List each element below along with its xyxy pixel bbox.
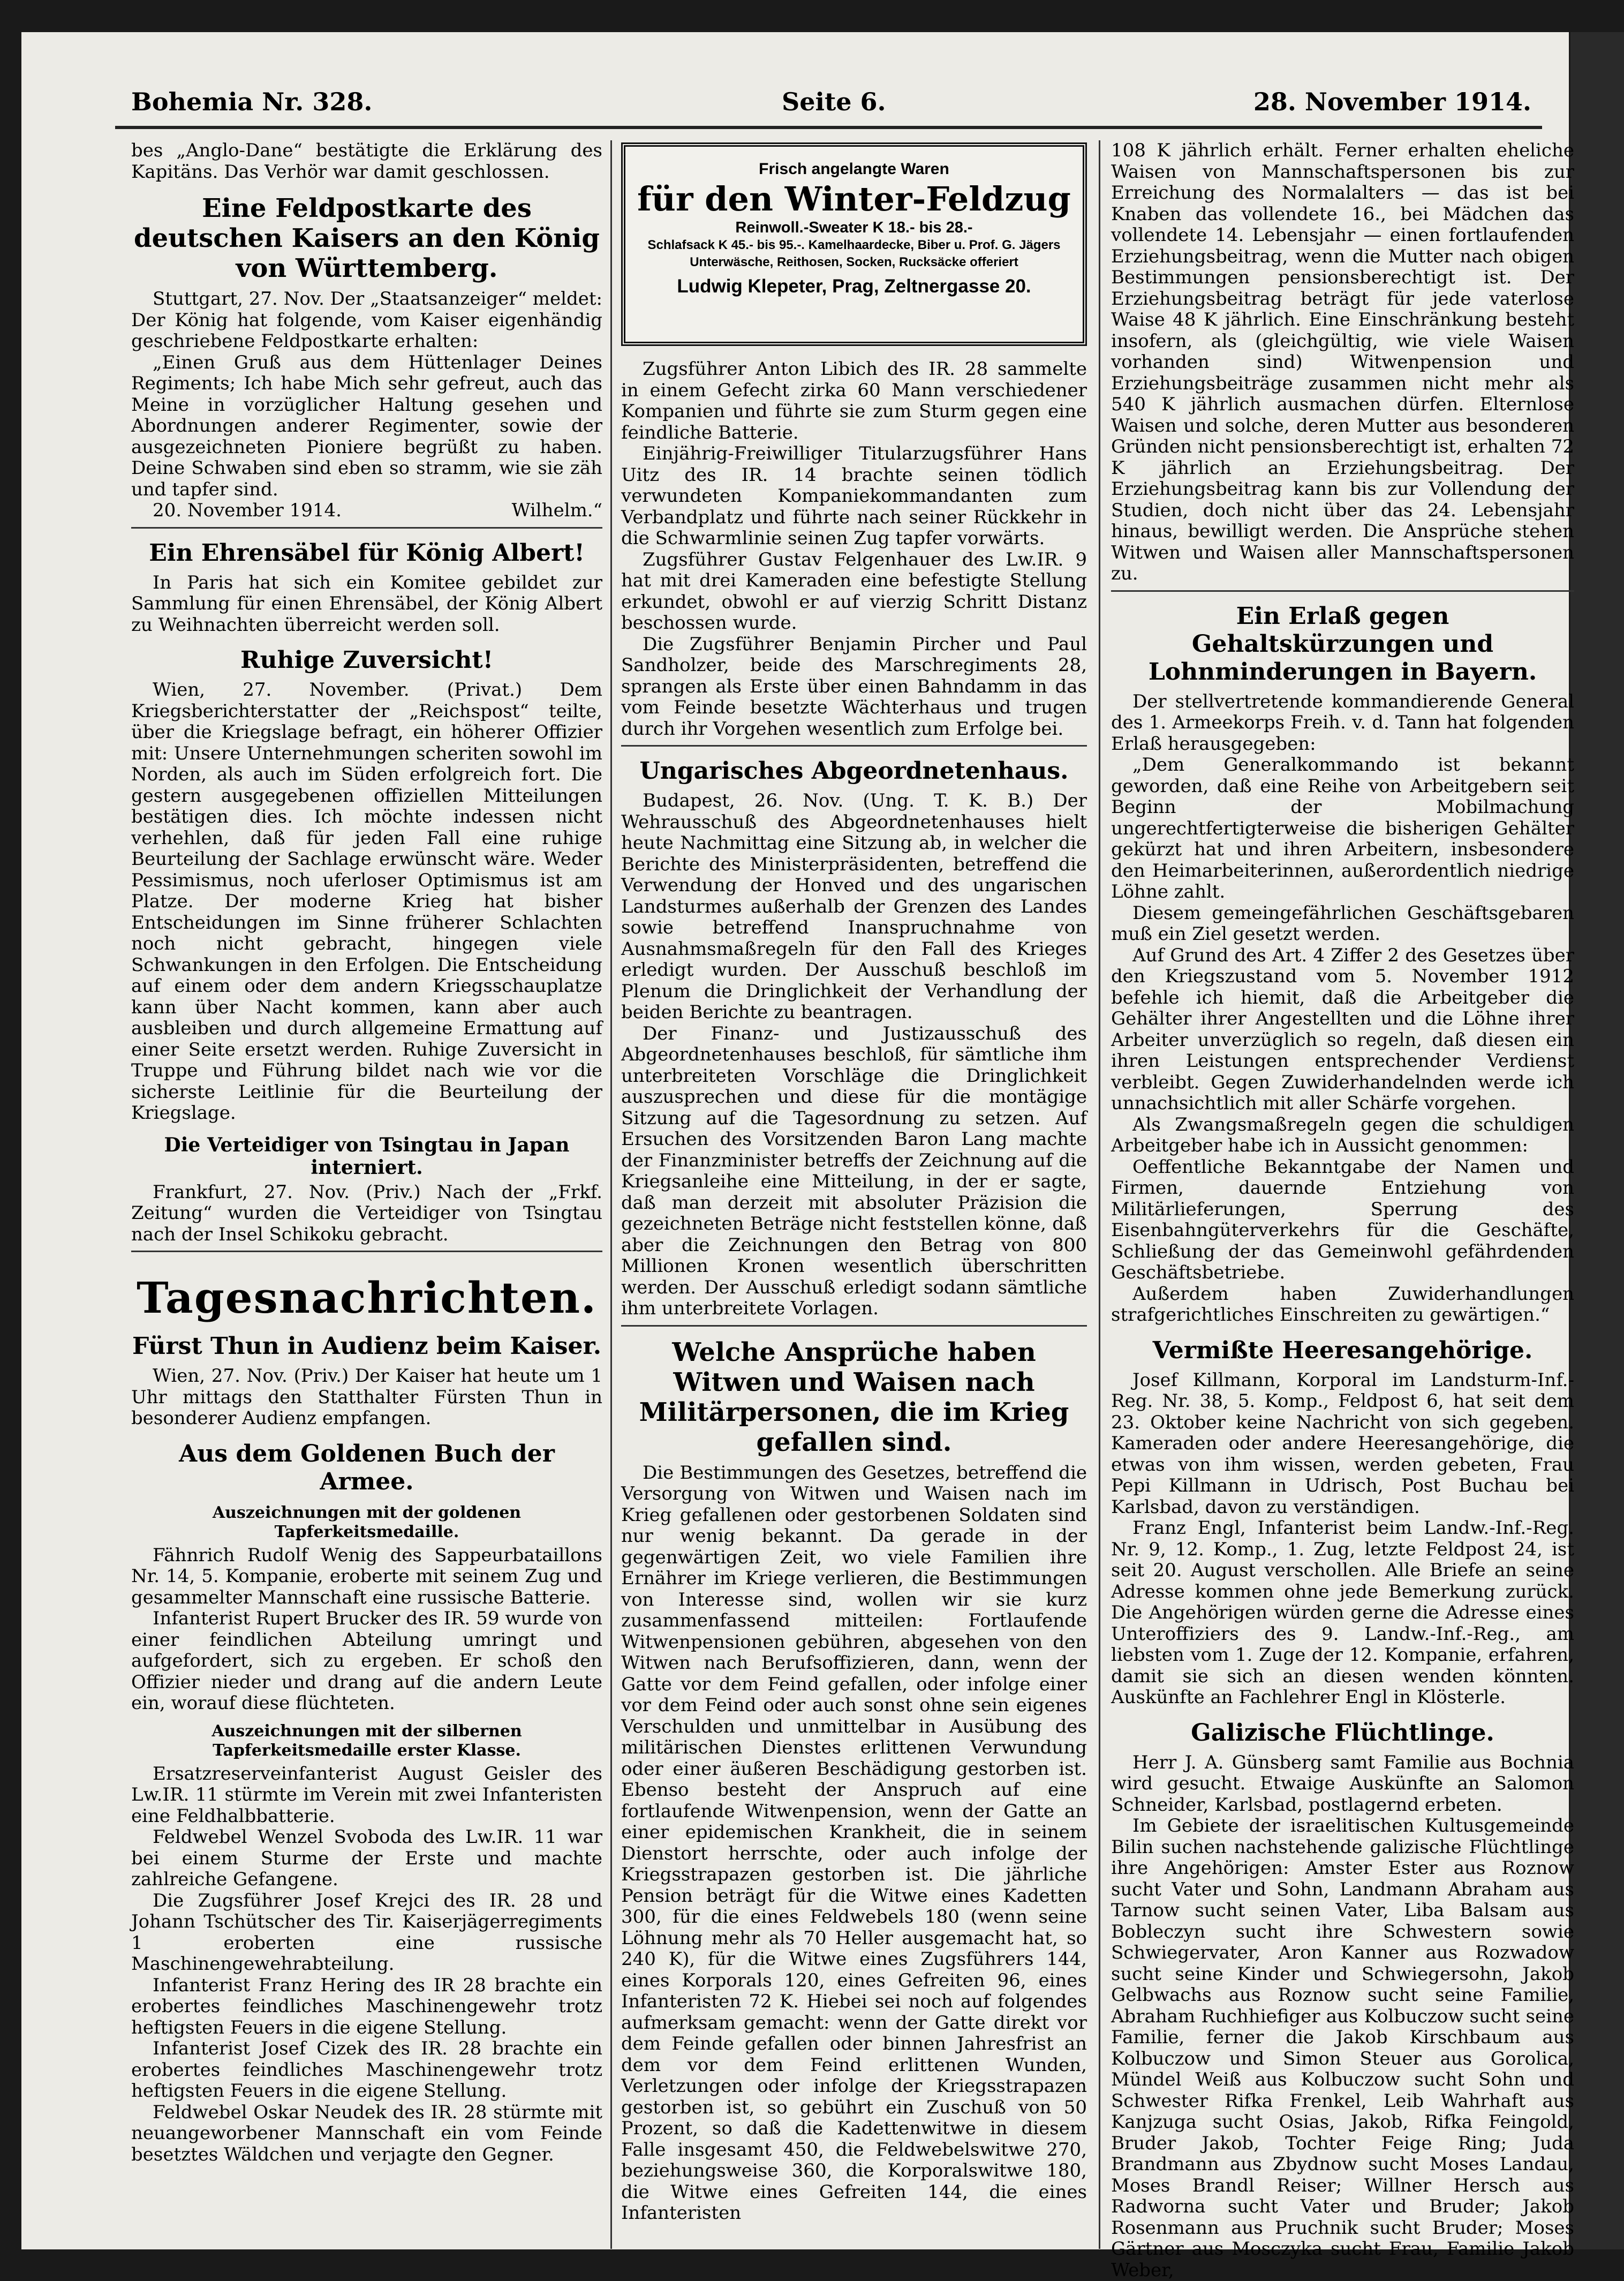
column-rule <box>610 140 612 2249</box>
article-text: Frankfurt, 27. Nov. (Priv.) Nach der „Frkf. Zeitung“ wurden die Verteidiger von Tsingtau nach der Insel Schikoku gebracht. <box>131 1181 602 1245</box>
article-text: Die Bestimmungen des Gesetzes, betreffend die Versorgung von Witwen und Waisen nach im Krieg gefallenen oder gestorbenen Soldaten sind nur wenig bekannt. Da gerade in der gegenwärtigen Zeit, wo viele Familien ihre Ernährer im Kriege verlieren, die Bestimmungen von Interesse sind, wollen wir sie kurz zusammenfassend mitteilen: Fortlaufende Witwenpensionen gebühren, abgesehen von den Witwen nach Berufsoffizieren, dann, wenn der Gatte vor dem Feind gefallen, oder infolge einer vor dem Feind oder auch sonst ohne sein eigenes Verschulden und unmittelbar in Ausübung des militärischen Dienstes erlittenen Verwundung oder einer äußeren Beschädigung gestorben ist. Ebenso besteht der Anspruch auf eine fortlaufende Witwenpension, wenn der Gatte an einer epidemischen Krankheit, die in seinem Dienstort herrschte, oder auch infolge der Kriegsstrapazen gestorben ist. Die jährliche Pension beträgt für die Witwe eines Kadetten 300, für die eines Feldwebels 180 (wenn seine Löhnung mehr als 70 Heller ausgemacht hat, so 240 K), für die Witwe eines Zugsführers 144, eines Korporals 120, eines Gefreiten 96, eines Infanteristen 72 K. Hiebei sei noch auf folgendes aufmerksam gemacht: wenn der Gatte direkt vor dem Feinde gefallen oder binnen Jahresfrist an dem vor dem Feind erlittenen Wunden, Verletzungen oder infolge der Kriegsstrapazen gestorben ist, so gebührt ein Zuschuß von 50 Prozent, so daß die Kadettenwitwe in diesem Falle insgesamt 450, die Feldwebelswitwe 270, beziehungsweise 360, die Korporalswitwe 180, die Witwe eines Gefreiten 144, die eines Infanteristen <box>621 1462 1087 2224</box>
article-text: Zugsführer Anton Libich des IR. 28 sammelte in einem Gefecht zirka 60 Mann verschiedener Kompanien und führte sie zum Sturm gegen eine feindliche Batterie. <box>621 358 1087 443</box>
article-text: Zugsführer Gustav Felgenhauer des Lw.IR. 9 hat mit drei Kameraden eine befestigte Stellung erkundet, obwohl er auf vierzig Schritt Distanz beschossen wurde. <box>621 548 1087 634</box>
article-headline: Ruhige Zuversicht! <box>240 646 494 674</box>
article-text: Feldwebel Wenzel Svoboda des Lw.IR. 11 war bei einem Sturme der Erste und machte zahlreiche Gefangene. <box>131 1826 602 1890</box>
article-text: Die Zugsführer Josef Krejci des IR. 28 und Johann Tschütscher des Tir. Kaiserjägerregiments 1 eroberten eine russische Maschinengewehrabteilung. <box>131 1889 602 1975</box>
article-text: Ersatzreserveinfanterist August Geisler des Lw.IR. 11 stürmte im Verein mit zwei Infanteristen eine Feldhalbbatterie. <box>131 1763 602 1827</box>
article-headline: Fürst Thun in Audienz beim Kaiser. <box>132 1333 602 1360</box>
article-text: Infanterist Rupert Brucker des IR. 59 wurde von einer feindlichen Abteilung umringt und aufgefordert, sich zu ergeben. Er schoß den Offizier nieder und drang auf die andern Leute ein, worauf diese flüchteten. <box>131 1608 602 1714</box>
article-text: „Einen Gruß aus dem Hüttenlager Deines Regiments; Ich habe Mich sehr gefreut, auch das Meine in vorzüglicher Haltung gesehen und Abordnungen anderer Regimenter, sowie der ausgezeichneten Pioniere begrüßt zu haben. Deine Schwaben sind eben so stramm, wie sie zäh und tapfer sind. <box>131 351 602 500</box>
advertisement-box <box>621 142 1087 346</box>
article-text: Feldwebel Oskar Neudek des IR. 28 stürmte mit neuangeworbener Mannschaft ein vom Feinde besetztes Wäldchen und verjagte den Gegner. <box>131 2101 602 2165</box>
article-text: Stuttgart, 27. Nov. Der „Staatsanzeiger“ meldet: Der König hat folgende, vom Kaiser eigenhändig geschriebene Feldpostkarte erhalten: <box>131 288 602 352</box>
ad-line: Schlafsack K 45.- bis 95.-. Kamelhaardecke, Biber u. Prof. G. Jägers Unterwäsche, Reithosen, Socken, Rucksäcke offeriert <box>647 238 1061 269</box>
article-text: Infanterist Josef Cizek des IR. 28 brachte ein erobertes feindliches Maschinengewehr trotz heftigsten Feuers in die eigene Stellung. <box>131 2038 602 2102</box>
article-text: Diesem gemeingefährlichen Geschäftsgebaren muß ein Ziel gesetzt werden. <box>1111 902 1574 945</box>
article-headline: Ein Erlaß gegen Gehaltskürzungen und Lohnminderungen in Bayern. <box>1148 602 1537 686</box>
article-text: Franz Engl, Infanterist beim Landw.-Inf.-Reg. Nr. 9, 12. Komp., 1. Zug, letzte Feldpost 24, ist seit 20. August verschollen. Alle Briefe an seine Adresse kommen ohne jede Bemerkung zurück. Die Angehörigen würden gerne die Adresse eines Unteroffiziers des 9. Landw.-Inf.-Reg., am liebsten vom 1. Zuge der 12. Kompanie, erfahren, damit sie sich an diesen wenden könnten. Auskünfte an Fachlehrer Engl in Klösterle. <box>1111 1517 1574 1708</box>
signature-date: 20. November 1914. <box>153 500 342 521</box>
article-headline: Welche Ansprüche haben Witwen und Waisen nach Militärpersonen, die im Krieg gefallen sind. <box>639 1337 1069 1457</box>
header-page-number: Seite 6. <box>782 87 886 116</box>
article-text: Josef Killmann, Korporal im Landsturm-Inf.-Reg. Nr. 38, 5. Komp., Feldpost 6, hat seit dem 23. Oktober keine Nachricht von sich gegeben. Kameraden oder andere Heeresangehörige, die etwas von ihm wissen, werden gebeten, Frau Pepi Killmann in Udrisch, Post Buchau bei Karlsbad, davon zu verständigen. <box>1111 1369 1574 1518</box>
article-text: Der stellvertretende kommandierende General des 1. Armeekorps Freih. v. d. Tann hat folgenden Erlaß herausgegeben: <box>1111 690 1574 755</box>
article-subheadline: Auszeichnungen mit der goldenen Tapferkeitsmedaille. <box>212 1503 522 1541</box>
signature-name: Wilhelm.“ <box>511 500 602 521</box>
article-text: Als Zwangsmaßregeln gegen die schuldigen Arbeitgeber habe ich in Aussicht genommen: <box>1111 1113 1574 1156</box>
divider <box>131 1251 602 1252</box>
article-headline: Aus dem Goldenen Buch der Armee. <box>179 1440 555 1495</box>
divider <box>621 1325 1087 1327</box>
divider <box>131 527 602 529</box>
article-text: Oeffentliche Bekanntgabe der Namen und Firmen, dauernde Entziehung von Militärlieferungen, Sperrung des Eisenbahngüterverkehrs für die Geschäfte, Schließung der das Gemeinwohl gefährdenden Geschäftsbetriebe. <box>1111 1156 1574 1283</box>
ad-headline: für den Winter-Feldzug <box>637 179 1071 219</box>
article-headline: Ein Ehrensäbel für König Albert! <box>149 539 585 567</box>
column-2 <box>621 140 1087 2249</box>
ad-advertiser: Ludwig Klepeter, Prag, Zeltnergasse 20. <box>677 276 1031 297</box>
article-text: Auf Grund des Art. 4 Ziffer 2 des Gesetzes über den Kriegszustand vom 5. November 1912 befehle ich hiemit, daß die Arbeitgeber die Gehälter ihrer Angestellten und die Löhne ihrer Arbeiter unverzüglich so regeln, daß diesen ein ihren Leistungen entsprechender Verdienst verbleibt. Gegen Zuwiderhandelnden werde ich unnachsichtlich mit aller Schärfe vorgehen. <box>1111 944 1574 1114</box>
divider <box>621 745 1087 747</box>
article-headline: Die Verteidiger von Tsingtau in Japan interniert. <box>164 1133 570 1179</box>
header-date: 28. November 1914. <box>1253 87 1531 116</box>
article-text: 108 K jährlich erhält. Ferner erhalten eheliche Waisen von Mannschaftspersonen bis zur Erreichung des Normalalters — das ist bei Knaben das vollendete 16., bei Mädchen das vollendete 14. Lebensjahr — einen fortlaufenden Erziehungsbeitrag, wenn die Mutter nach obigen Bestimmungen pensionsberechtigt ist. Der Erziehungsbeitrag beträgt für jede vaterlose Waise 48 K jährlich. Eine Einschränkung besteht insofern, als (gleichgültig, wie viele Waisen vorhanden sind) Witwenpension und Erziehungsbeiträge zusammen nicht mehr als 540 K jährlich ausmachen dürfen. Elternlose Waisen und solche, deren Mutter aus besonderen Gründen nicht pensionsberechtigt ist, erhalten 72 K jährlich an Erziehungsbeitrag. Der Erziehungsbeitrag kann bis zur Vollendung der Studien, doch nicht über das 24. Lebensjahr hinaus, bewilligt werden. Die Ansprüche stehen Witwen und Waisen aller Mannschaftspersonen zu. <box>1111 140 1574 584</box>
article-headline: Ungarisches Abgeordnetenhaus. <box>639 757 1069 785</box>
column-1 <box>131 140 602 2249</box>
article-text: Herr J. A. Günsberg samt Familie aus Bochnia wird gesucht. Etwaige Auskünfte an Salomon Schneider, Karlsbad, postlagernd erbeten. <box>1111 1751 1574 1816</box>
article-signature <box>131 500 602 522</box>
scan-margin <box>1570 32 1624 2249</box>
article-text: „Dem Generalkommando ist bekannt geworden, daß eine Reihe von Arbeitgebern seit Beginn der Mobilmachung ungerechtfertigterweise die bisherigen Gehälter gekürzt hat und ihren Arbeitern, insbesondere den Heimarbeiterinnen, außerordentlich niedrige Löhne zahlt. <box>1111 754 1574 902</box>
article-text: Außerdem haben Zuwiderhandlungen strafgerichtliches Einschreiten zu gewärtigen.“ <box>1111 1283 1574 1326</box>
article-text: Budapest, 26. Nov. (Ung. T. K. B.) Der Wehrausschuß des Abgeordnetenhauses hielt heute Nachmittag eine Sitzung ab, in welcher die Berichte des Ministerpräsidenten, betreffend die Verwendung der Honved und des ungarischen Landsturmes außerhalb der Grenzen des Landes sowie betreffend Inanspruchnahme von Ausnahmsmaßregeln für den Fall des Krieges erledigt wurden. Der Ausschuß beschloß im Plenum die Dringlichkeit der Verhandlung der beiden Berichte zu beantragen. <box>621 790 1087 1023</box>
page-header <box>115 78 1542 129</box>
divider <box>1111 590 1574 592</box>
article-text: Wien, 27. Nov. (Priv.) Der Kaiser hat heute um 1 Uhr mittags den Statthalter Fürsten Thun in besonderer Audienz empfangen. <box>131 1365 602 1429</box>
ad-line: Frisch angelangte Waren <box>759 160 949 178</box>
section-title: Tagesnachrichten. <box>137 1273 597 1323</box>
article-text: Fähnrich Rudolf Wenig des Sappeurbataillons Nr. 14, 5. Kompanie, eroberte mit seinem Zug und gesammelter Mannschaft eine russische Batterie. <box>131 1544 602 1608</box>
article-text: Wien, 27. November. (Privat.) Dem Kriegsberichterstatter der „Reichspost“ teilte, über die Kriegslage befragt, ein höherer Offizier mit: Unsere Unternehmungen scheriten sowohl im Norden, als auch im Süden erfolgreich fort. Die gestern ausgegebenen offiziellen Mitteilungen bestätigen dies. Ich möchte indessen nicht verhehlen, daß für jeden Fall eine ruhige Beurteilung der Sachlage erwünscht wäre. Weder Pessimismus, noch uferloser Optimismus ist am Platze. Der moderne Krieg hat bisher Entscheidungen im Sinne früherer Schlachten noch nicht gebracht, hingegen viele Schwankungen in den Erfolgen. Die Entscheidung auf einem oder dem andern Kriegsschauplatze kann über Nacht kommen, kann aber auch ausbleiben und durch allgemeine Ermattung auf einer Seite ersetzt werden. Ruhige Zuversicht in Truppe und Führung bildet nach wie vor die sicherste Leitlinie für die Beurteilung der Kriegslage. <box>131 679 602 1124</box>
article-text: Der Finanz- und Justizausschuß des Abgeordnetenhauses beschloß, für sämtliche ihm unterbreiteten Vorschläge die Dringlichkeit auszusprechen und diese für die montägige Sitzung auf die Tagesordnung zu setzen. Auf Ersuchen des Vorsitzenden Baron Lang machte der Finanzminister betreffs der Zeichnung auf die Kriegsanleihe eine Mitteilung, in der er sagte, daß man derzeit mit absoluter Präzision die gezeichneten Beträge nicht feststellen könne, daß aber die Zeichnungen den Betrag von 800 Millionen Kronen wesentlich überschritten werden. Der Ausschuß erledigt sodann sämtliche ihm unterbreitete Vorlagen. <box>621 1022 1087 1319</box>
header-masthead: Bohemia Nr. 328. <box>131 87 373 116</box>
article-text: bes „Anglo-Dane“ bestätigte die Erklärung des Kapitäns. Das Verhör war damit geschlossen. <box>131 140 602 183</box>
article-text: Im Gebiete der israelitischen Kultusgemeinde Bilin suchen nachstehende galizische Flüchtlinge ihre Angehörigen: Amster Ester aus Roznow sucht Vater und Sohn, Landmann Abraham aus Tarnow sucht seinen Vater, Liba Balsam aus Bobleczyn sucht ihre Schwestern sowie Schwiegervater, Aron Kanner aus Rozwadow sucht seine Kinder und Schwiegersohn, Jakob Gelbwachs aus Roznow sucht seine Familie, Abraham Ruchhiefiger aus Kolbuczow sucht seine Familie, ferner die Jakob Kirschbaum aus Kolbuczow und Simon Steuer aus Gorolica, Mündel Weiß aus Kolbuczow sucht Sohn und Schwester Rifka Frenkel, Leib Wahrhaft aus Kanjzuga sucht Osias, Jakob, Rifka Feingold, Bruder Jakob, Tochter Feige Ring; Juda Brandmann aus Zbydnow sucht Moses Landau, Moses Brandl Reiser; Willner Hersch aus Radworna sucht Vater und Bruder; Jakob Rosenmann aus Pruchnik sucht Bruder; Moses Gärtner aus Mosczyka sucht Frau, Familie Jakob Weber, <box>1111 1815 1574 2281</box>
article-headline: Eine Feldpostkarte des deutschen Kaisers an den König von Württemberg. <box>134 193 600 283</box>
column-3 <box>1111 140 1574 2281</box>
ad-line: Reinwoll.-Sweater K 18.- bis 28.- <box>735 219 973 236</box>
column-rule <box>1099 140 1100 2249</box>
article-text: In Paris hat sich ein Komitee gebildet zur Sammlung für einen Ehrensäbel, der König Albert zu Weihnachten überreicht werden soll. <box>131 571 602 636</box>
article-text: Einjährig-Freiwilliger Titularzugsführer Hans Uitz des IR. 14 brachte seinen tödlich verwundeten Kompaniekommandanten zum Verbandplatz und führte nach seiner Rückkehr in die Schwarmlinie seinen Zug tapfer vorwärts. <box>621 443 1087 549</box>
article-headline: Galizische Flüchtlinge. <box>1191 1719 1494 1746</box>
article-text: Infanterist Franz Hering des IR 28 brachte ein erobertes feindliches Maschinengewehr trotz heftigsten Feuers in die eigene Stellung. <box>131 1974 602 2038</box>
article-subheadline: Auszeichnungen mit der silbernen Tapferkeitsmedaille erster Klasse. <box>212 1721 522 1760</box>
article-text: Die Zugsführer Benjamin Pircher und Paul Sandholzer, beide des Marschregiments 28, sprangen als Erste über einen Bahndamm in das vom Feinde besetzte Wächterhaus und trugen durch ihr Vorgehen wesentlich zum Erfolge bei. <box>621 633 1087 740</box>
article-headline: Vermißte Heeresangehörige. <box>1152 1336 1533 1364</box>
